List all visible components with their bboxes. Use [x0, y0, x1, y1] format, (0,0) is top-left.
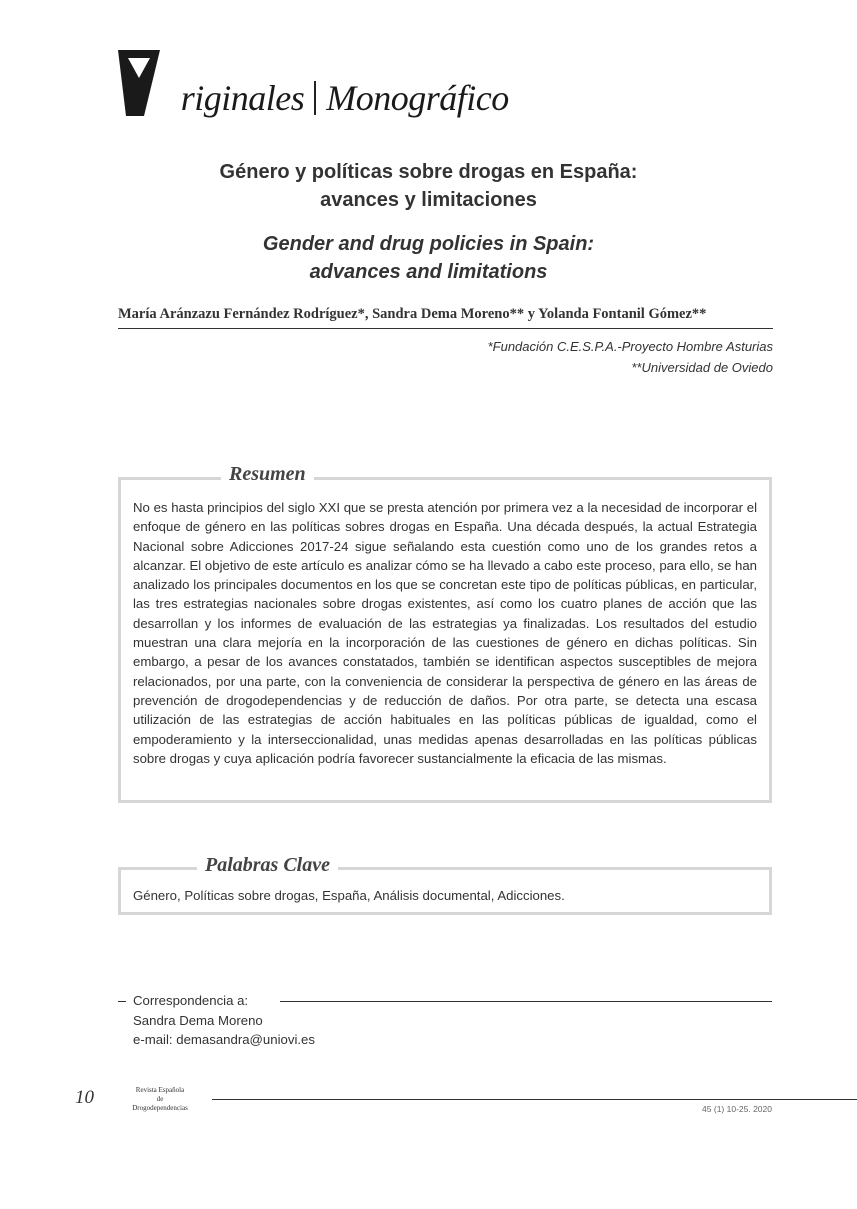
abstract-heading: Resumen [221, 463, 314, 486]
title-es-line-2: avances y limitaciones [320, 189, 537, 211]
section-title [148, 68, 509, 121]
keywords-heading: Palabras Clave [197, 854, 338, 877]
section-title-rest: riginales [180, 78, 305, 118]
abstract-box [118, 463, 772, 803]
correspondence-dash [118, 1001, 126, 1002]
correspondence-divider [280, 1001, 772, 1002]
section-subtitle: Monográfico [326, 78, 509, 118]
correspondence-label: Correspondencia a: [133, 993, 249, 1008]
article-title-spanish [0, 158, 857, 214]
correspondence-email[interactable]: e-mail: demasandra@uniovi.es [133, 1032, 315, 1047]
issue-citation: 45 (1) 10-25. 2020 [702, 1104, 772, 1114]
section-divider [314, 81, 316, 115]
journal-name-line-3: Drogodependencias [132, 1104, 188, 1112]
title-es-line-1: Género y políticas sobre drogas en España: [219, 161, 638, 183]
page-number: 10 [75, 1087, 94, 1108]
author-list: María Aránzazu Fernández Rodríguez*, Sandra Dema Moreno** y Yolanda Fontanil Gómez** [118, 306, 707, 322]
keywords-text: Género, Políticas sobre drogas, España, Análisis documental, Adicciones. [133, 888, 565, 903]
affiliation-1: *Fundación C.E.S.P.A.-Proyecto Hombre Asturias [487, 339, 773, 354]
abstract-text: No es hasta principios del siglo XXI que se presta atención por primera vez a la necesidad de incorporar el enfoque de género en las políticas sobres drogas en España. Una década después, la actual Estrategia Nacional sobre Adicciones 2017-24 sigue señalando esta cuestión como uno de los grandes retos a alcanzar. El objetivo de este artículo es analizar cómo se ha llevado a cabo este proceso, para ello, se han analizado los principales documentos en los que se concretan este tipo de políticas públicas, en particular, las tres estrategias nacionales sobre drogas existentes, así como los cuatro planes de acción que las desarrollan y los informes de evaluación de las estrategias ya finalizadas. Los resultados del estudio muestran una clara mejoría en la incorporación de las cuestiones de género en dichas políticas. Sin embargo, a pesar de los avances constatados, también se identifican aspectos susceptibles de mejora relacionados, por una parte, con la conveniencia de considerar la perspectiva de género en las áreas de prevención de drogodependencias y de reducción de daños. Por otra parte, se detecta una escasa utilización de las estrategias de acción habituales en las políticas públicas de igualdad, como el empoderamiento y la interseccionalidad, unas medidas apenas desarrolladas en las políticas públicas sobre drogas y cuya aplicación podría favorecer sustancialmente la eficacia de las mismas. [133, 500, 757, 766]
section-header [118, 46, 558, 120]
correspondence-name: Sandra Dema Moreno [133, 1013, 263, 1028]
section-title-initial: O [148, 69, 181, 120]
journal-name [124, 1086, 196, 1113]
journal-name-line-1: Revista Española [135, 1086, 185, 1094]
keywords-box [118, 854, 772, 915]
footer-divider [212, 1099, 857, 1100]
title-en-line-1: Gender and drug policies in Spain: [262, 233, 595, 255]
article-title-english [0, 230, 857, 286]
affiliation-2: **Universidad de Oviedo [631, 360, 773, 375]
author-divider [118, 328, 773, 329]
journal-name-line-2: de [156, 1095, 164, 1103]
title-en-line-2: advances and limitations [309, 261, 548, 283]
